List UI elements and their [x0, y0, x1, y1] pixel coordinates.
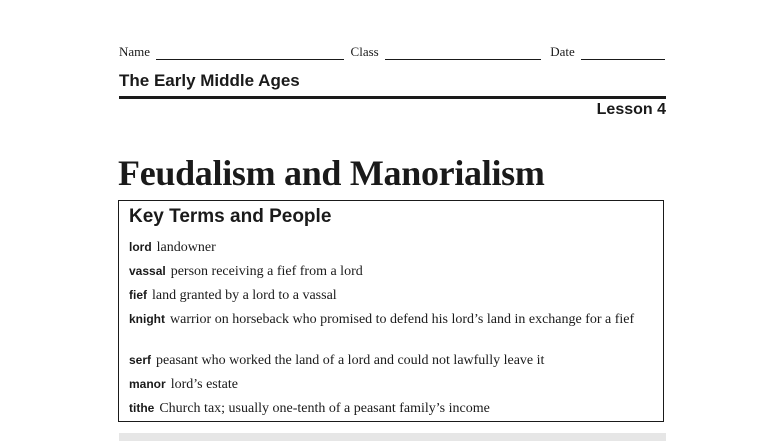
term-definition: peasant who worked the land of a lord and could not lawfully leave it [156, 353, 545, 368]
term-definition: land granted by a lord to a vassal [152, 288, 337, 303]
term-item [129, 400, 649, 417]
student-info-line [119, 44, 667, 60]
term-definition: warrior on horseback who promised to defend his lord’s land in exchange for a fief [170, 312, 635, 327]
term-item [129, 376, 649, 393]
date-blank [581, 47, 665, 60]
term-item [129, 287, 649, 304]
term-item [129, 263, 649, 280]
key-terms-heading: Key Terms and People [129, 206, 332, 227]
term-word: serf [129, 353, 152, 367]
term-definition: Church tax; usually one-tenth of a peasant family’s income [159, 401, 490, 416]
term-word: fief [129, 288, 147, 302]
term-word: tithe [129, 401, 155, 415]
key-terms-box [118, 200, 664, 422]
term-word: manor [129, 377, 166, 391]
page-title: Feudalism and Manorialism [118, 153, 545, 193]
name-label: Name [119, 44, 151, 59]
term-item [129, 352, 649, 369]
term-definition: landowner [156, 240, 216, 255]
term-word: vassal [129, 264, 166, 278]
next-section-band [119, 433, 666, 441]
name-blank [156, 47, 344, 60]
date-label: Date [550, 44, 575, 59]
class-label: Class [350, 44, 379, 59]
header-rule [119, 96, 666, 99]
term-word: lord [129, 240, 152, 254]
lesson-label: Lesson 4 [596, 101, 666, 118]
term-word: knight [129, 312, 165, 326]
class-blank [385, 47, 541, 60]
term-item [129, 239, 649, 256]
term-definition: person receiving a fief from a lord [170, 264, 363, 279]
chapter-title: The Early Middle Ages [119, 71, 300, 90]
term-definition: lord’s estate [170, 377, 238, 392]
term-item [129, 311, 654, 328]
